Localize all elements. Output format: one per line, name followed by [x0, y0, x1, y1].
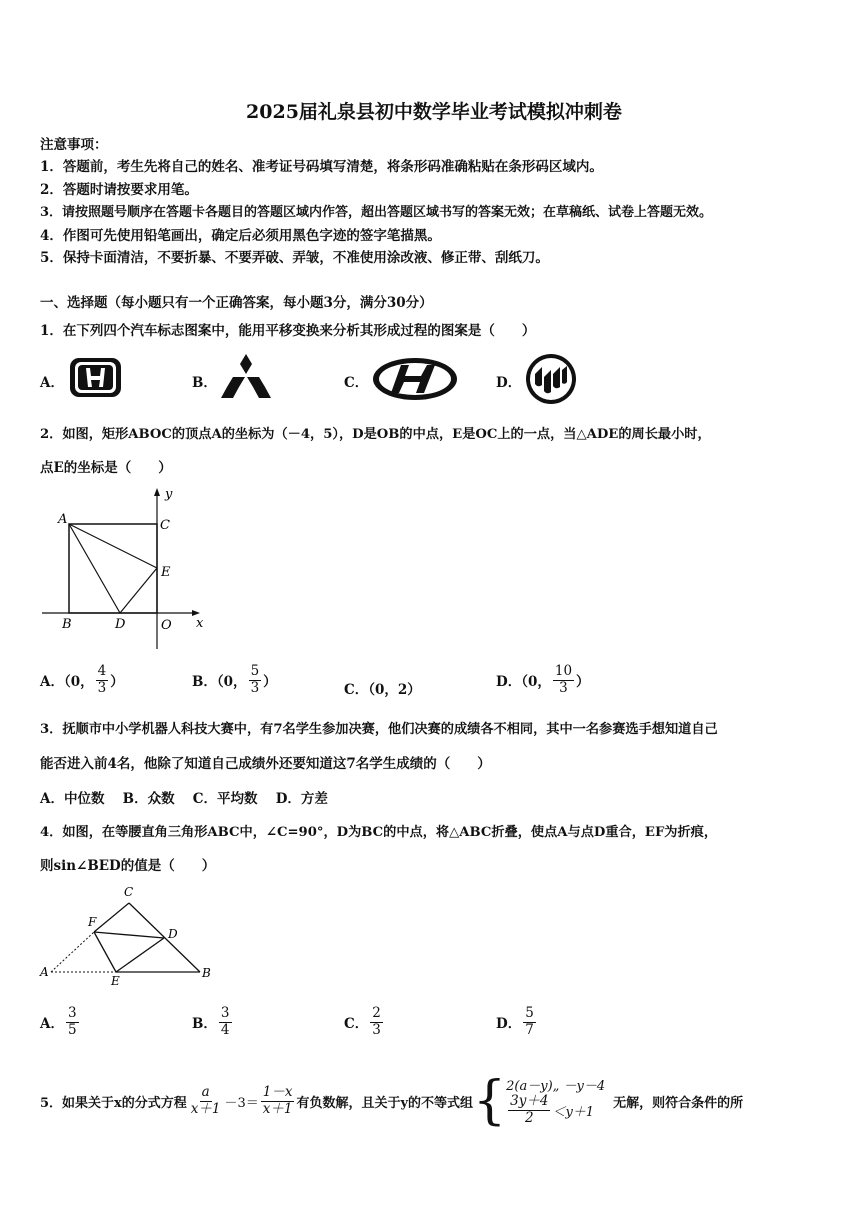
q2-option-d[interactable]: D．（0， $\frac{10}{3}$ ）	[496, 663, 590, 696]
q1-option-c[interactable]: C．	[344, 375, 369, 391]
q2-figure	[38, 484, 208, 652]
q2-option-c[interactable]: C．（0，2）	[344, 682, 421, 698]
q4-label-b: B	[202, 966, 211, 980]
question-2-cont: 点E的坐标是（ ）	[40, 460, 172, 476]
notice-item: 2．答题时请按要求用笔。	[40, 182, 198, 198]
q2-label-o: O	[161, 618, 172, 633]
q2-label-a: A	[58, 512, 68, 527]
q4-label-a: A	[40, 965, 49, 979]
notice-item: 3．请按照题号顺序在答题卡各题目的答题区域内作答，超出答题区域书写的答案无效；在草稿纸、试卷上答题无效。	[40, 205, 713, 220]
inequality-system: 2(a－y)„ －y－4 $\frac{3y+4}{2}$ ＜y＋1	[506, 1079, 606, 1126]
question-3: 3．抚顺市中小学机器人科技大赛中，有7名学生参加决赛，他们决赛的成绩各不相同，其中一名参赛选手想知道自己	[40, 722, 718, 737]
q2-label-d: D	[115, 617, 126, 632]
notice-item: 4．作图可先使用铅笔画出，确定后必须用黑色字迹的签字笔描黑。	[40, 228, 441, 244]
q4-label-d: D	[168, 927, 178, 941]
question-2: 2．如图，矩形ABOC的顶点A的坐标为（－4，5），D是OB的中点，E是OC上的一点，当△ADE的周长最小时，	[40, 427, 711, 442]
q4-label-c: C	[124, 885, 134, 899]
notice-item: 5．保持卡面清洁，不要折暴、不要弄破、弄皱，不准使用涂改液、修正带、刮纸刀。	[40, 250, 549, 266]
question-1: 1．在下列四个汽车标志图案中，能用平移变换来分析其形成过程的图案是（ ）	[40, 323, 536, 339]
q1-option-a[interactable]: A．	[40, 375, 64, 391]
q2-option-a[interactable]: A．（0， $\frac{4}{3}$ ）	[40, 663, 124, 696]
question-4: 4．如图，在等腰直角三角形ABC中，∠C=90°，D为BC的中点，将△ABC折叠，使点A与点D重合，EF为折痕，	[40, 825, 718, 840]
buick-logo-icon	[524, 352, 578, 406]
hyundai-logo-icon	[371, 356, 459, 402]
q2-label-y: y	[165, 487, 173, 502]
question-3-cont: 能否进入前4名，他除了知道自己成绩外还要知道这7名学生成绩的（ ）	[40, 756, 491, 772]
honda-logo-icon	[68, 355, 124, 401]
q4-option-d[interactable]: D． $\frac{5}{7}$	[496, 1005, 534, 1038]
page-title: 2025届礼泉县初中数学毕业考试模拟冲刺卷	[246, 101, 622, 123]
q1-option-b[interactable]: B．	[192, 375, 217, 391]
notice-item: 1．答题前，考生先将自己的姓名、准考证号码填写清楚，将条形码准确粘贴在条形码区域内。	[40, 159, 603, 175]
q2-label-e: E	[161, 565, 171, 580]
q2-label-c: C	[160, 518, 170, 533]
q2-label-b: B	[62, 617, 72, 632]
q4-label-f: F	[88, 915, 97, 929]
q2-label-x: x	[196, 616, 204, 631]
question-4-cont: 则sin∠BED的值是（ ）	[40, 858, 216, 874]
q4-option-c[interactable]: C． $\frac{2}{3}$	[344, 1005, 381, 1038]
question-5: 5．如果关于x的分式方程 $\frac{a}{x+1}$ －3＝ $\frac{1-x}{x+1}$ 有负数解，且关于y的不等式组 { 2(a－y)„ －y－4 $\frac{3y+4}{2}$ ＜y＋1 无解，则符合条件的所	[40, 1071, 744, 1131]
notice-heading: 注意事项：	[40, 137, 108, 153]
system-brace: {	[473, 1071, 507, 1131]
q1-option-d[interactable]: D．	[496, 375, 522, 391]
q3-options[interactable]: A．中位数 B．众数 C．平均数 D．方差	[40, 791, 328, 807]
q4-label-e: E	[111, 974, 120, 988]
q2-option-b[interactable]: B．（0， $\frac{5}{3}$ ）	[192, 663, 277, 696]
q4-option-a[interactable]: A． $\frac{3}{5}$	[40, 1005, 77, 1038]
section-heading: 一、选择题（每小题只有一个正确答案，每小题3分，满分30分）	[40, 295, 433, 311]
q4-figure	[36, 882, 218, 988]
q4-option-b[interactable]: B． $\frac{3}{4}$	[192, 1005, 230, 1038]
mitsubishi-logo-icon	[218, 352, 274, 402]
